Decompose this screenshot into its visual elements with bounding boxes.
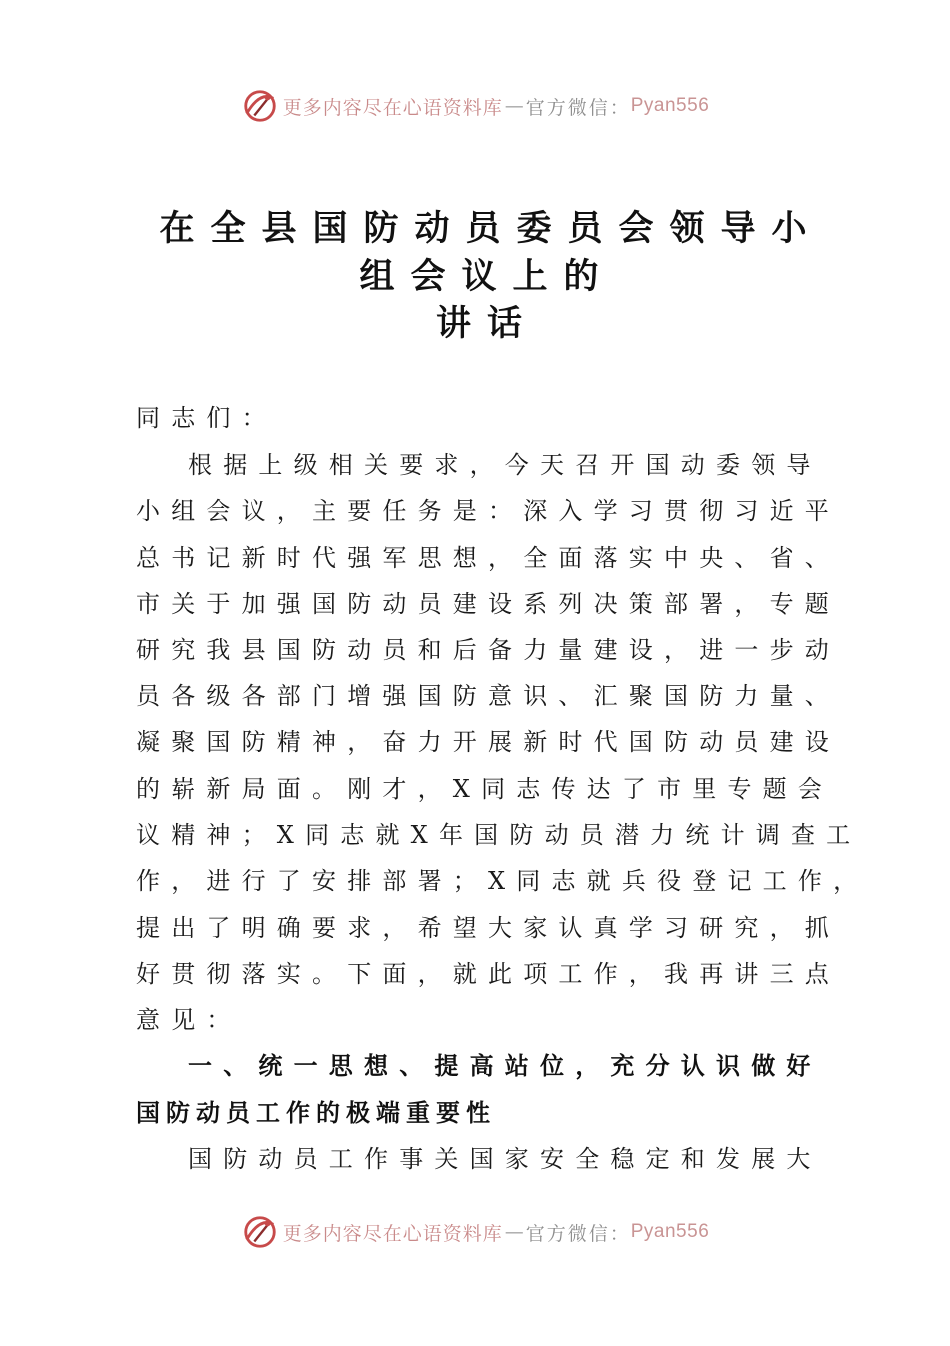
body-line: 好贯彻落实。下面，就此项工作，我再讲三点: [136, 960, 840, 988]
body-line: 意见：: [136, 1006, 242, 1034]
body-line: 凝聚国防精神，奋力开展新时代国防动员建设: [136, 728, 840, 756]
body-line: 市关于加强国防动员建设系列决策部署，专题: [136, 590, 840, 618]
document-title-line-1: 在全县国防动员委员会领导小: [159, 209, 823, 249]
body-line: 员各级各部门增强国防意识、汇聚国防力量、: [136, 682, 840, 710]
body-line: 总书记新时代强军思想，全面落实中央、省、: [136, 544, 840, 572]
watermark-separator: —: [504, 1221, 524, 1243]
section-heading-1: 一、统一思想、提高站位，充分认识做好: [188, 1052, 822, 1080]
body-line: 小组会议，主要任务是：深入学习贯彻习近平: [136, 497, 840, 525]
watermark-wechat-id: Pyan556: [630, 1221, 710, 1242]
body-line: 议精神；X同志就X年国防动员潜力统计调查工: [136, 821, 862, 849]
document-title-line-3: 讲话: [435, 304, 538, 344]
watermark-separator: —: [504, 95, 524, 117]
watermark-official-label: 官方微信：: [525, 1222, 631, 1245]
section-heading-1-continued: 国防动员工作的极端重要性: [136, 1099, 496, 1127]
body-line: 研究我县国防动员和后备力量建设，进一步动: [136, 636, 840, 664]
watermark-text: 更多内容尽在心语资料库: [282, 1222, 503, 1245]
watermark-wechat-id: Pyan556: [630, 95, 710, 116]
body-line: 提出了明确要求，希望大家认真学习研究，抓: [136, 914, 840, 942]
body-line: 根据上级相关要求，今天召开国动委领导: [188, 451, 822, 479]
watermark-logo-icon: [241, 87, 279, 125]
salutation: 同志们：: [136, 404, 277, 432]
watermark-header: [0, 86, 950, 126]
watermark-official-label: 官方微信：: [525, 96, 631, 119]
body-line: 的崭新局面。刚才，X同志传达了市里专题会: [136, 775, 834, 803]
body-line: 作，进行了安排部署；X同志就兵役登记工作，: [136, 867, 869, 895]
watermark-text: 更多内容尽在心语资料库: [282, 96, 503, 119]
document-title-line-2: 组会议上的: [359, 257, 615, 297]
watermark-footer: [0, 1212, 950, 1252]
body-line-last: 国防动员工作事关国家安全稳定和发展大: [188, 1145, 822, 1173]
watermark-logo-icon: [241, 1213, 279, 1251]
